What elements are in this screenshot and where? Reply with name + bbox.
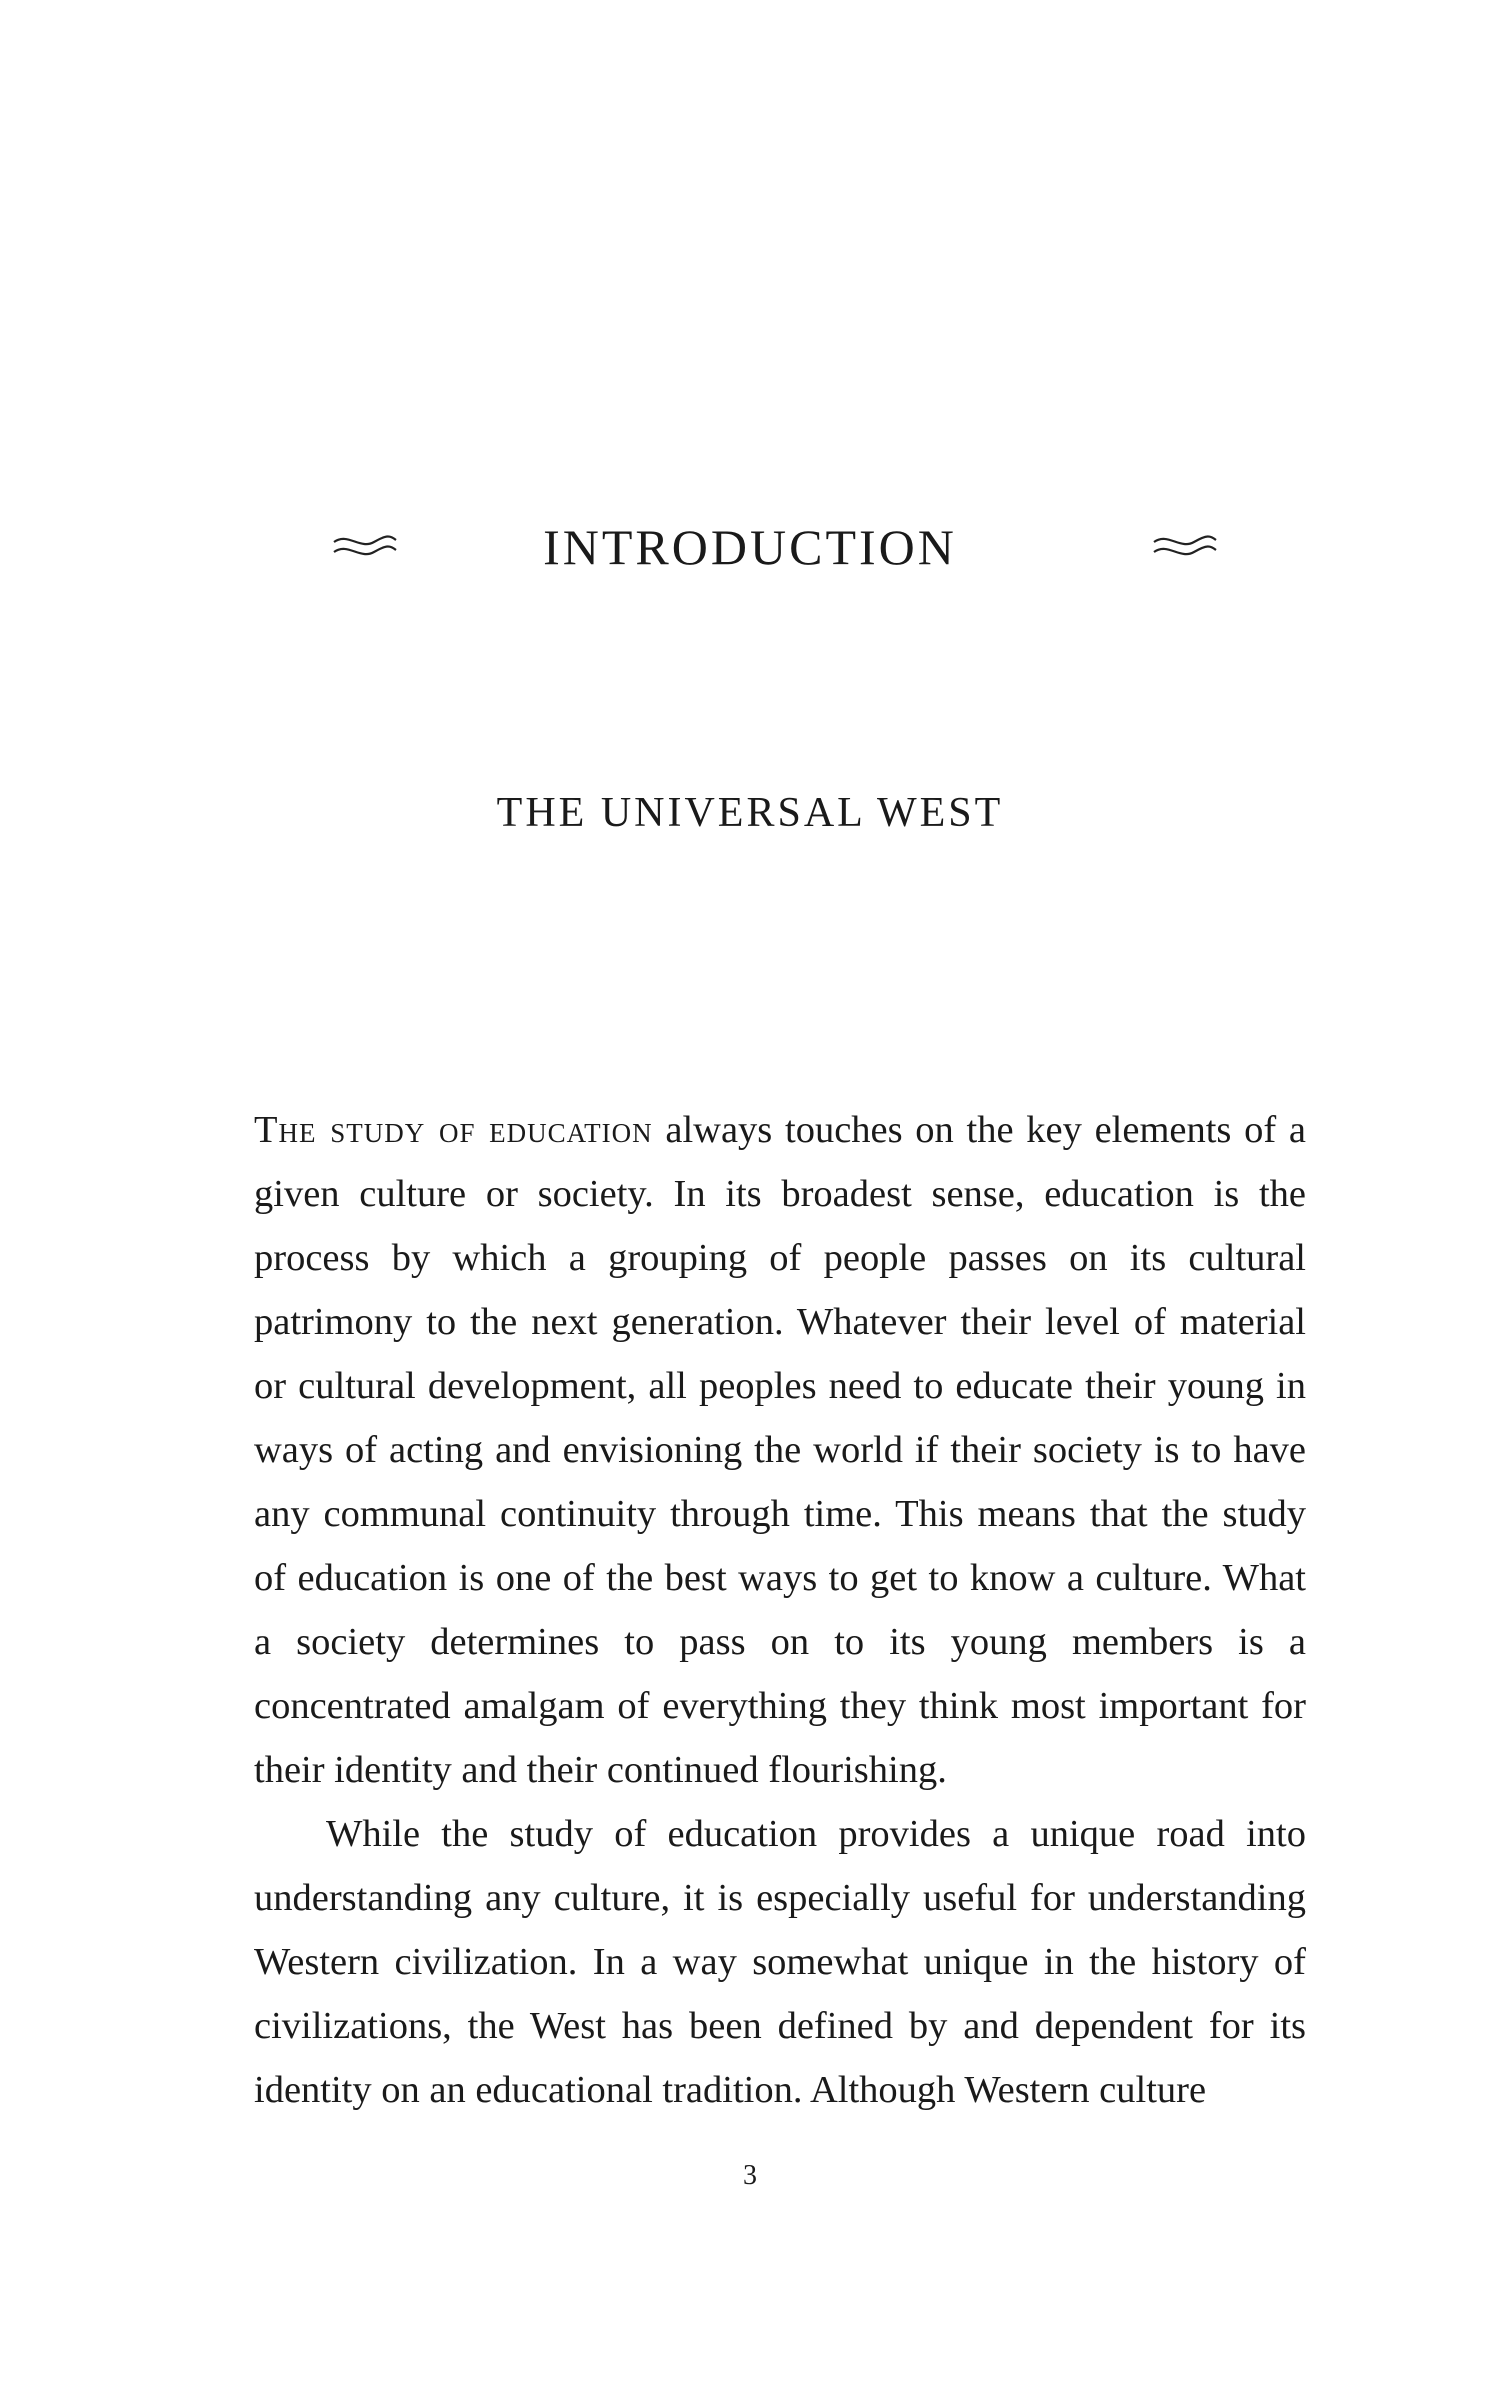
paragraph-2: While the study of education provides a unique road into understanding any culture, it is especially useful for understanding Western civilization. In a way somewhat unique in the history of civilizations, the West has been defined by and dependent for its identity on an educational tradition. Although Western culture xyxy=(254,1813,1306,2111)
paragraph-1-text: always touches on the key elements of a given culture or society. In its broadest sense, education is the process by which a grouping of people passes on its cultural patrimony to the next generation. Whatever their level of material or cultural development, all peoples need to educate their young in ways of acting and envisioning the world if their society is to have any communal continuity through time. This means that the study of education is one of the best ways to get to know a culture. What a society determines to pass on to its young members is a concentrated amalgam of everything they think most important for their identity and their continued flourishing. xyxy=(254,1109,1306,1791)
page-number: 3 xyxy=(743,2160,757,2191)
chapter-title: THE UNIVERSAL WEST xyxy=(496,790,1004,836)
chapter-header xyxy=(0,510,1500,600)
tilde-ornament-icon xyxy=(1150,528,1220,568)
body-text xyxy=(254,1098,1306,2122)
paragraph-1 xyxy=(254,1098,1306,1802)
chapter-label: INTRODUCTION xyxy=(543,519,957,575)
opening-smallcaps: The study of education xyxy=(254,1109,653,1151)
